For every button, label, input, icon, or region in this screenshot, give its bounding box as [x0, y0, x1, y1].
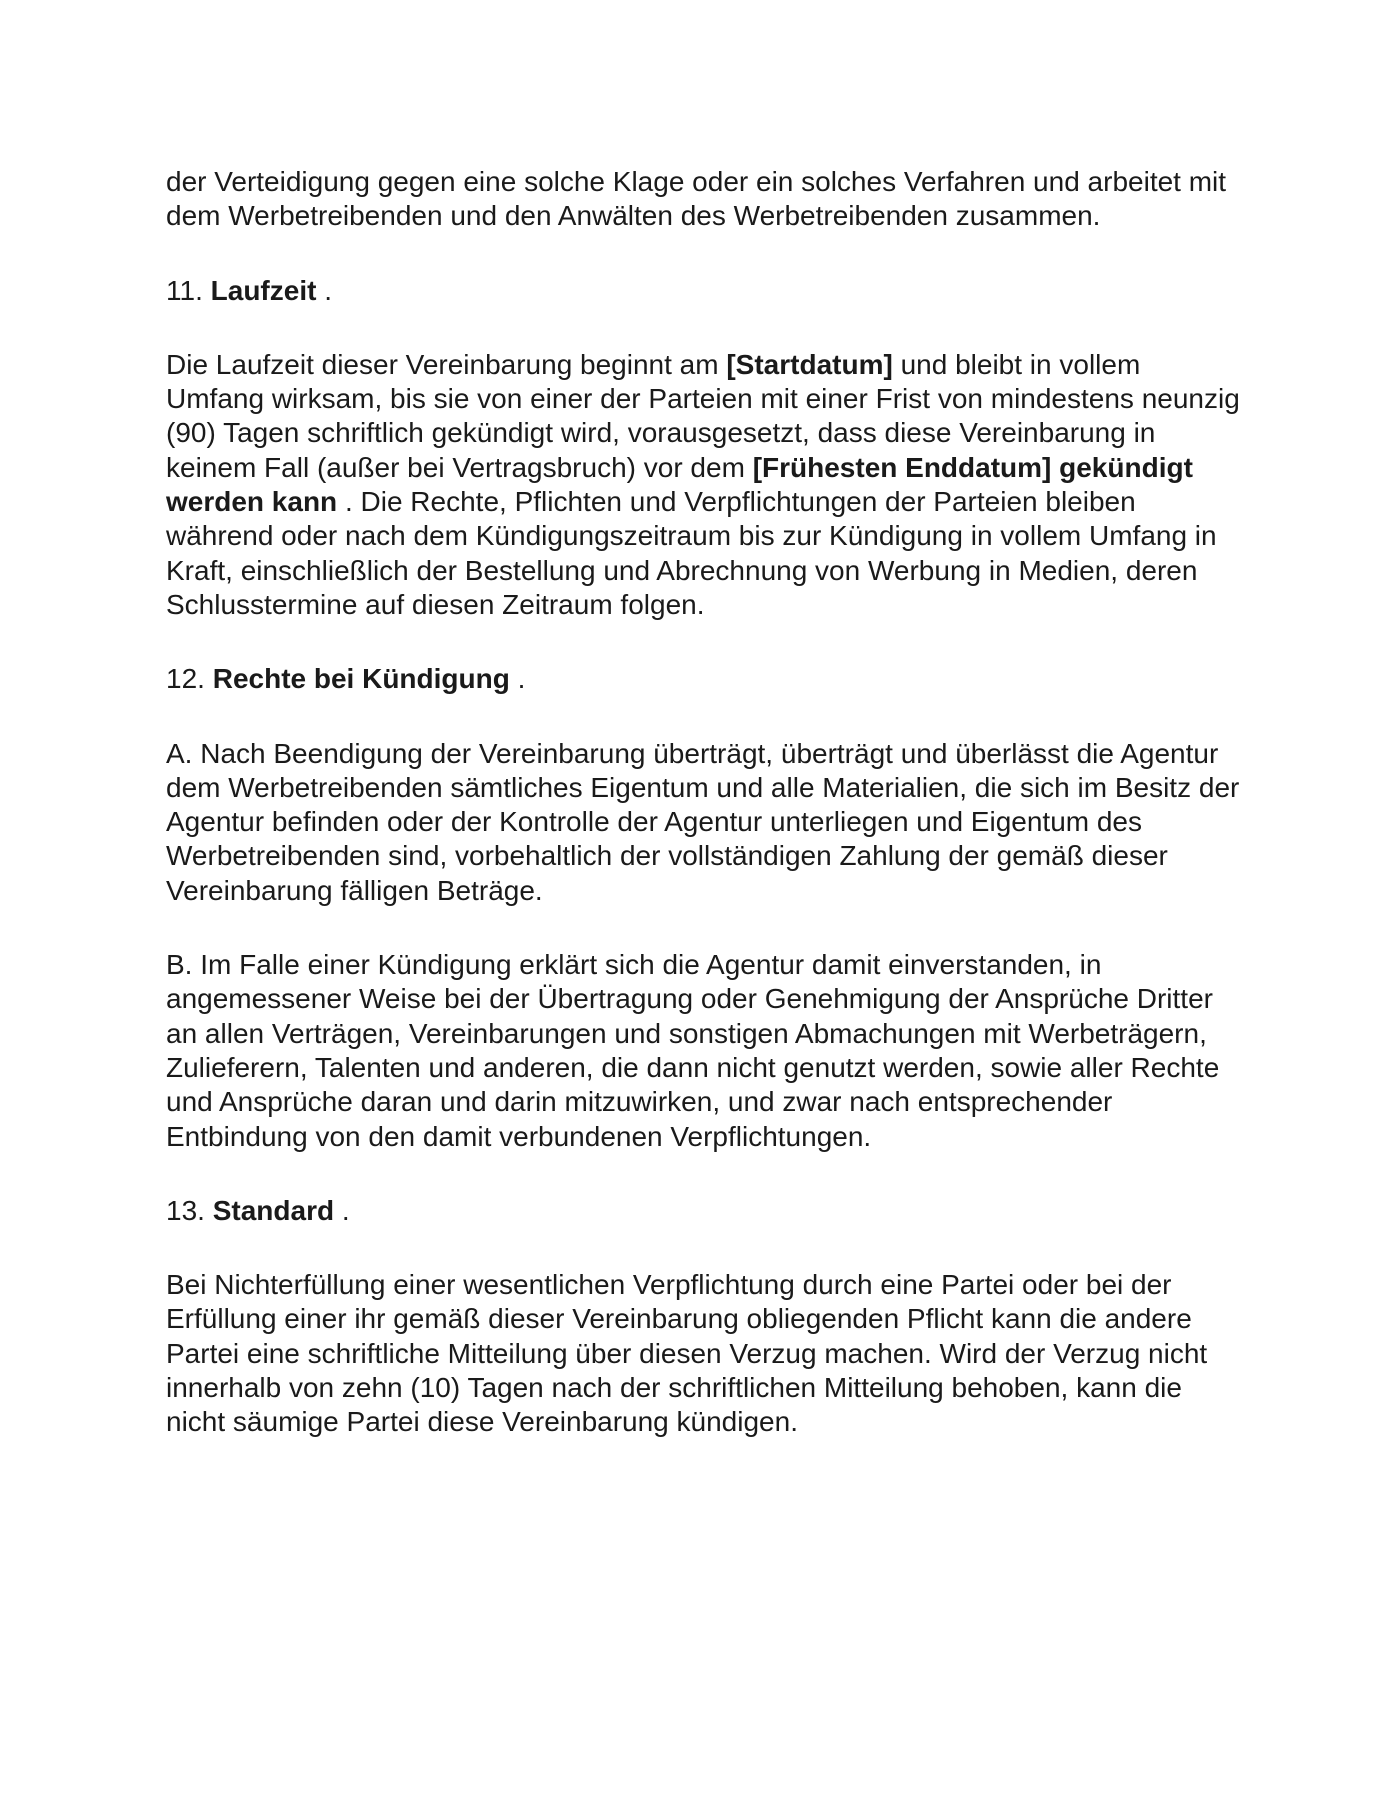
continuation-paragraph: der Verteidigung gegen eine solche Klage oder ein solches Verfahren und arbeitet mit dem Werbetreibenden und den Anwälten des Werbetreibenden zusammen.: [166, 166, 1227, 232]
section-12-heading: [166, 662, 1246, 696]
section-13-number: 13.: [166, 1194, 205, 1226]
section-13-title: Standard: [212, 1194, 335, 1226]
section-12-paragraph-a: A. Nach Beendigung der Vereinbarung überträgt, überträgt und überlässt die Agentur dem Werbetreibenden sämtliches Eigentum und alle Materialien, die sich im Besitz der Agentur befinden oder der Kontrolle der Agentur unterliegen und Eigentum des Werbetreibenden sind, vorbehaltlich der vollständigen Zahlung der gemäß dieser Vereinbarung fälligen Beträge.: [166, 737, 1240, 906]
section-12-paragraph-b: B. Im Falle einer Kündigung erklärt sich die Agentur damit einverstanden, in angemessener Weise bei der Übertragung oder Genehmigung der Ansprüche Dritter an allen Verträgen, Vereinbarungen und sonstigen Abmachungen mit Werbeträgern, Zulieferern, Talenten und anderen, die dann nicht genutzt werden, sowie aller Rechte und Ansprüche daran und darin mitzuwirken, und zwar nach entsprechender Entbindung von den damit verbundenen Verpflichtungen.: [166, 949, 1220, 1152]
section-13-heading: [166, 1194, 1246, 1228]
document-body: [166, 165, 1246, 1440]
section-11-number: 11.: [166, 274, 203, 306]
section-12-number: 12.: [166, 663, 205, 695]
section-11-heading: [166, 274, 1246, 308]
earliest-end-date-placeholder: [Frühesten Enddatum] gekündigt werden kann: [166, 451, 1193, 518]
section-11-text-c: . Die Rechte, Pflichten und Verpflichtungen der Parteien bleiben während oder nach dem Kündigungszeitraum bis zur Kündigung in vollem Umfang in Kraft, einschließlich der Bestellung und Abrechnung von Werbung in Medien, deren Schlusstermine auf diesen Zeitraum folgen.: [166, 486, 1217, 620]
section-13-paragraph: Bei Nichterfüllung einer wesentlichen Verpflichtung durch eine Partei oder bei der Erfüllung einer ihr gemäß dieser Vereinbarung obliegenden Pflicht kann die andere Partei eine schriftliche Mitteilung über diesen Verzug machen. Wird der Verzug nicht innerhalb von zehn (10) Tagen nach der schriftlichen Mitteilung behoben, kann die nicht säumige Partei diese Vereinbarung kündigen.: [166, 1269, 1208, 1438]
section-11-text-a: Die Laufzeit dieser Vereinbarung beginnt am: [166, 348, 719, 380]
section-13-dot: .: [341, 1194, 350, 1226]
section-11-paragraph: [166, 348, 1246, 622]
section-12-dot: .: [517, 663, 526, 695]
section-11-title: Laufzeit: [210, 274, 317, 306]
section-11-dot: .: [324, 274, 332, 306]
start-date-placeholder: [Startdatum]: [726, 348, 893, 380]
section-11-text-b: und bleibt in vollem Umfang wirksam, bis sie von einer der Parteien mit einer Frist von mindestens neunzig (90) Tagen schriftlich gekündigt wird, vorausgesetzt, dass diese Vereinbarung in keinem Fall (außer bei Vertragsbruch) vor dem: [166, 348, 1240, 483]
section-12-title: Rechte bei Kündigung: [212, 663, 510, 695]
